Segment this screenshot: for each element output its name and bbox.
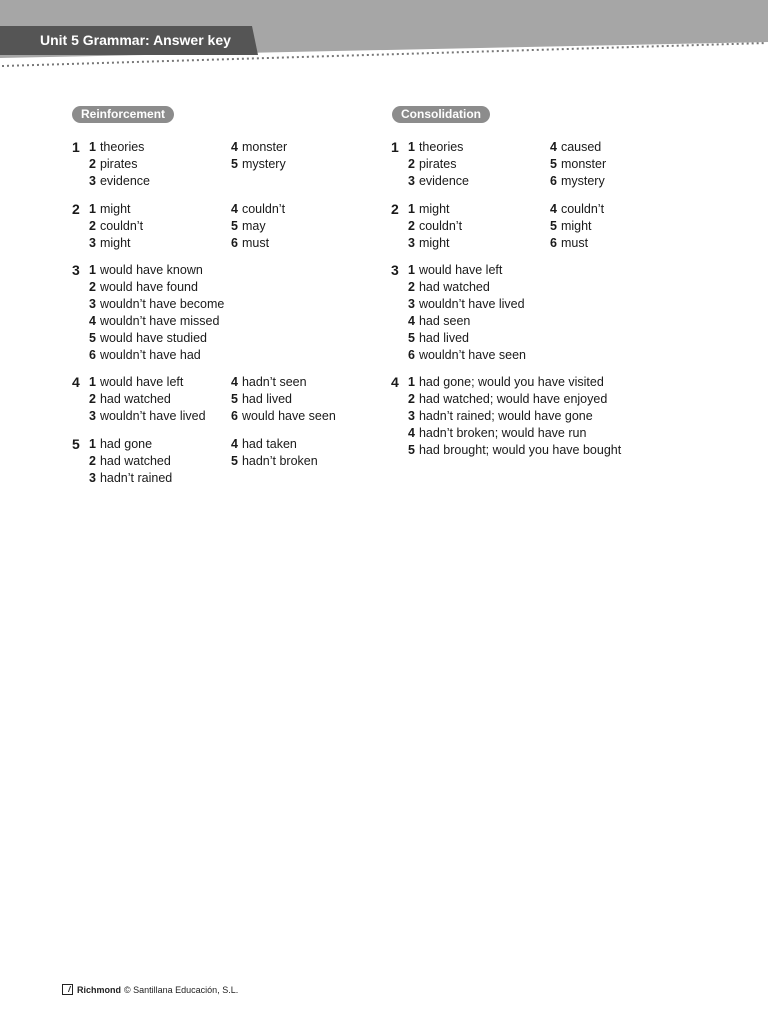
- answer-item: [408, 201, 450, 218]
- page-title: Unit 5 Grammar: Answer key: [40, 32, 231, 48]
- answer-item: [89, 201, 131, 218]
- exercise-number: 1: [72, 139, 80, 155]
- answer-text: had watched: [418, 280, 490, 294]
- answer-number: 3: [408, 236, 415, 250]
- answer-item: [89, 374, 183, 391]
- answer-text: had watched: [99, 392, 171, 406]
- answer-number: 6: [550, 174, 557, 188]
- answer-item: [408, 442, 621, 459]
- answer-item: [89, 330, 207, 347]
- answer-text: wouldn’t have become: [99, 297, 225, 311]
- answer-number: 4: [550, 202, 557, 216]
- answer-item: [231, 374, 307, 391]
- answer-item: [231, 436, 297, 453]
- answer-text: evidence: [99, 174, 150, 188]
- exercise-number: 1: [391, 139, 399, 155]
- answer-number: 2: [89, 454, 96, 468]
- exercise-number: 2: [391, 201, 399, 217]
- answer-number: 1: [89, 140, 96, 154]
- answer-number: 6: [231, 236, 238, 250]
- answer-number: 2: [408, 157, 415, 171]
- exercise-number: 3: [391, 262, 399, 278]
- answer-number: 4: [550, 140, 557, 154]
- answer-number: 5: [231, 454, 238, 468]
- answer-item: [231, 408, 336, 425]
- answer-item: [408, 296, 525, 313]
- answer-text: might: [99, 202, 131, 216]
- answer-text: wouldn’t have had: [99, 348, 201, 362]
- answer-item: [408, 262, 502, 279]
- answer-item: [408, 139, 463, 156]
- answer-number: 1: [408, 375, 415, 389]
- answer-text: would have left: [99, 375, 184, 389]
- answer-text: pirates: [418, 157, 457, 171]
- answer-text: must: [241, 236, 270, 250]
- answer-number: 1: [89, 263, 96, 277]
- section-title-reinforcement: Reinforcement: [72, 106, 174, 123]
- answer-number: 1: [89, 202, 96, 216]
- answer-number: 6: [408, 348, 415, 362]
- answer-text: had watched: [99, 454, 171, 468]
- answer-item: [550, 218, 592, 235]
- answer-number: 2: [408, 392, 415, 406]
- exercise-number: 3: [72, 262, 80, 278]
- answer-text: might: [560, 219, 592, 233]
- answer-number: 3: [408, 174, 415, 188]
- answer-number: 2: [89, 280, 96, 294]
- answer-item: [89, 262, 203, 279]
- header-dotted-line: [0, 42, 768, 68]
- answer-text: had taken: [241, 437, 297, 451]
- answer-item: [89, 347, 201, 364]
- answer-item: [89, 470, 172, 487]
- answer-item: [89, 436, 152, 453]
- answer-text: wouldn’t have seen: [418, 348, 526, 362]
- answer-item: [550, 139, 601, 156]
- answer-text: had watched; would have enjoyed: [418, 392, 608, 406]
- answer-text: might: [99, 236, 131, 250]
- answer-text: would have studied: [99, 331, 207, 345]
- answer-number: 5: [408, 443, 415, 457]
- footer-copyright: © Santillana Educación, S.L.: [124, 985, 239, 995]
- answer-text: couldn’t: [418, 219, 463, 233]
- footer: [62, 983, 238, 997]
- answer-text: monster: [241, 140, 288, 154]
- answer-number: 2: [89, 219, 96, 233]
- answer-number: 5: [550, 157, 557, 171]
- answer-number: 1: [89, 437, 96, 451]
- answer-item: [408, 279, 490, 296]
- answer-number: 3: [408, 297, 415, 311]
- answer-number: 3: [89, 409, 96, 423]
- answer-text: theories: [418, 140, 464, 154]
- answer-number: 4: [231, 375, 238, 389]
- answer-number: 6: [550, 236, 557, 250]
- answer-item: [408, 218, 462, 235]
- exercise-number: 4: [391, 374, 399, 390]
- answer-item: [231, 218, 266, 235]
- answer-item: [408, 330, 469, 347]
- answer-number: 6: [89, 348, 96, 362]
- answer-number: 4: [231, 437, 238, 451]
- answer-number: 5: [550, 219, 557, 233]
- answer-text: had lived: [418, 331, 469, 345]
- answer-text: hadn’t broken; would have run: [418, 426, 587, 440]
- answer-item: [231, 139, 287, 156]
- answer-text: wouldn’t have lived: [99, 409, 206, 423]
- answer-text: might: [418, 236, 450, 250]
- answer-item: [89, 218, 143, 235]
- answer-text: pirates: [99, 157, 138, 171]
- answer-item: [89, 156, 137, 173]
- answer-item: [408, 173, 469, 190]
- answer-number: 3: [89, 236, 96, 250]
- answer-number: 5: [231, 392, 238, 406]
- answer-text: had brought; would you have bought: [418, 443, 622, 457]
- answer-text: had gone: [99, 437, 153, 451]
- exercise-number: 2: [72, 201, 80, 217]
- answer-item: [89, 139, 144, 156]
- answer-number: 5: [89, 331, 96, 345]
- answer-number: 2: [89, 157, 96, 171]
- answer-text: theories: [99, 140, 145, 154]
- answer-item: [408, 374, 604, 391]
- exercise-number: 4: [72, 374, 80, 390]
- answer-text: mystery: [560, 174, 605, 188]
- answer-number: 4: [408, 314, 415, 328]
- answer-text: wouldn’t have missed: [99, 314, 220, 328]
- answer-number: 1: [408, 263, 415, 277]
- answer-text: hadn’t seen: [241, 375, 307, 389]
- answer-text: wouldn’t have lived: [418, 297, 525, 311]
- answer-number: 3: [89, 471, 96, 485]
- answer-number: 3: [89, 174, 96, 188]
- answer-text: couldn’t: [560, 202, 605, 216]
- answer-number: 4: [231, 140, 238, 154]
- answer-number: 5: [231, 157, 238, 171]
- answer-text: would have left: [418, 263, 503, 277]
- answer-text: must: [560, 236, 589, 250]
- answer-number: 2: [408, 280, 415, 294]
- answer-number: 1: [408, 202, 415, 216]
- exercise-number: 5: [72, 436, 80, 452]
- richmond-logo-icon: [62, 984, 73, 995]
- answer-item: [231, 235, 269, 252]
- answer-item: [408, 313, 470, 330]
- answer-item: [89, 408, 206, 425]
- answer-item: [550, 235, 588, 252]
- answer-text: monster: [560, 157, 607, 171]
- answer-text: evidence: [418, 174, 469, 188]
- answer-text: couldn’t: [99, 219, 144, 233]
- answer-item: [231, 453, 318, 470]
- answer-number: 4: [231, 202, 238, 216]
- answer-text: would have seen: [241, 409, 336, 423]
- answer-item: [408, 408, 593, 425]
- answer-number: 2: [89, 392, 96, 406]
- answer-text: would have found: [99, 280, 198, 294]
- answer-text: caused: [560, 140, 602, 154]
- answer-text: couldn’t: [241, 202, 286, 216]
- answer-number: 2: [408, 219, 415, 233]
- answer-number: 4: [408, 426, 415, 440]
- answer-item: [89, 235, 131, 252]
- answer-item: [231, 391, 292, 408]
- answer-number: 1: [89, 375, 96, 389]
- answer-text: hadn’t rained; would have gone: [418, 409, 593, 423]
- answer-item: [408, 156, 456, 173]
- answer-text: might: [418, 202, 450, 216]
- answer-item: [89, 391, 171, 408]
- answer-item: [408, 235, 450, 252]
- answer-item: [550, 156, 606, 173]
- footer-brand: Richmond: [77, 985, 121, 995]
- answer-number: 3: [408, 409, 415, 423]
- answer-item: [231, 156, 286, 173]
- answer-number: 5: [408, 331, 415, 345]
- answer-number: 4: [89, 314, 96, 328]
- answer-number: 3: [89, 297, 96, 311]
- answer-item: [89, 173, 150, 190]
- answer-text: hadn’t broken: [241, 454, 318, 468]
- answer-text: had lived: [241, 392, 292, 406]
- answer-text: hadn’t rained: [99, 471, 173, 485]
- answer-number: 5: [231, 219, 238, 233]
- answer-item: [550, 201, 604, 218]
- answer-item: [89, 296, 224, 313]
- answer-text: had gone; would you have visited: [418, 375, 604, 389]
- answer-item: [408, 347, 526, 364]
- answer-text: may: [241, 219, 266, 233]
- answer-text: mystery: [241, 157, 286, 171]
- answer-item: [89, 313, 219, 330]
- answer-item: [231, 201, 285, 218]
- section-title-consolidation: Consolidation: [392, 106, 490, 123]
- answer-text: had seen: [418, 314, 471, 328]
- answer-number: 1: [408, 140, 415, 154]
- answer-item: [408, 425, 586, 442]
- answer-number: 6: [231, 409, 238, 423]
- answer-item: [89, 453, 171, 470]
- answer-text: would have known: [99, 263, 203, 277]
- answer-item: [550, 173, 605, 190]
- answer-item: [89, 279, 198, 296]
- answer-item: [408, 391, 607, 408]
